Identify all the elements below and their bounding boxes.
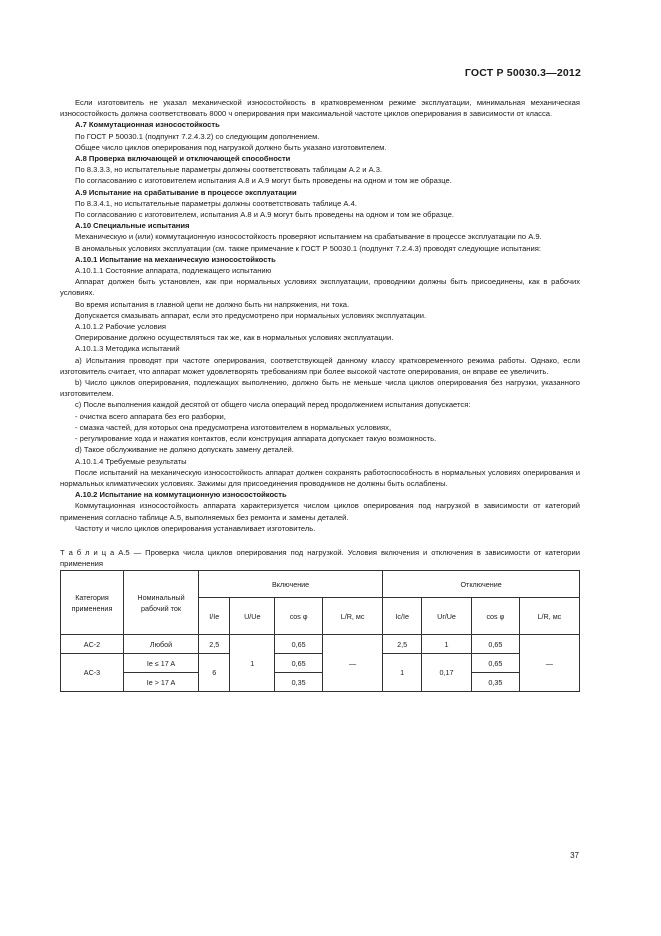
list-item: - регулирование хода и нажатия контактов, если конструкция аппарата допускает такую возможность. [75, 434, 437, 444]
paragraph: Во время испытания в главной цепи не должно быть ни напряжения, ни тока. [75, 299, 350, 309]
document-code: ГОСТ Р 50030.3—2012 [464, 67, 581, 79]
list-item: - очистка всего аппарата без его разборки, [75, 411, 226, 421]
paragraph: Аппарат должен быть установлен, как при нормальных условиях эксплуатации, проводники должны быть присоединены, как в рабочих условиях. [60, 277, 580, 298]
table-cell: 1 [230, 635, 275, 692]
col-make-lr: L/R, мс [323, 598, 383, 635]
table-cell: 0,17 [422, 654, 472, 692]
list-item: - смазка частей, для которых она предусмотрена изготовителем в нормальных условиях, [75, 422, 392, 432]
table-cell: 0,65 [471, 654, 519, 673]
break-group-header: Отключение [383, 571, 580, 598]
paragraph: b) Число циклов оперирования, подлежащих выполнению, должно быть не меньше числа циклов оперирования без нагрузки, указанного изготовителем. [60, 378, 580, 399]
col-break-u: Ur/Ue [422, 598, 472, 635]
table-cell: — [323, 635, 383, 692]
paragraph: В аномальных условиях эксплуатации (см. также примечание к ГОСТ Р 50030.1 (подпункт 7.2.4.3) проводят следующие испытания: [75, 243, 541, 253]
paragraph: Частоту и число циклов оперирования устанавливает изготовитель. [75, 523, 316, 533]
col-make-cos: cos φ [275, 598, 323, 635]
table-cell: Ie > 17 A [124, 673, 199, 692]
col-current-header: Номинальный рабочий ток [124, 571, 199, 635]
table-caption: Т а б л и ц а А.5 — Проверка числа циклов оперирования под нагрузкой. Условия включения и отключения в зависимости от категории применения [60, 547, 580, 569]
section-heading: А.10 Специальные испытания [75, 221, 190, 231]
paragraph: Оперирование должно осуществляться так же, как в нормальных условиях эксплуатации. [75, 333, 394, 343]
paragraph: А.10.1.3 Методика испытаний [75, 344, 180, 354]
table-cell: 0,35 [275, 673, 323, 692]
table-cell: 6 [199, 654, 230, 692]
paragraph: По согласованию с изготовителем, испытания А.8 и А.9 могут быть проведены на одном и том же образце. [75, 210, 454, 220]
col-make-i: I/Ie [199, 598, 230, 635]
paragraph: По 8.3.3.3, но испытательные параметры должны соответствовать таблицам А.2 и А.3. [75, 165, 383, 175]
subsection-heading: А.10.2 Испытание на коммутационную износостойкость [75, 490, 287, 500]
paragraph: Механическую и (или) коммутационную износостойкость проверяют испытанием на срабатывание в процессе эксплуатации по А.9. [75, 232, 542, 242]
subsection-heading: А.10.1 Испытание на механическую износостойкость [75, 254, 276, 264]
paragraph: По 8.3.4.1, но испытательные параметры должны соответствовать таблице А.4. [75, 198, 357, 208]
paragraph: c) После выполнения каждой десятой от общего числа операций перед продолжением испытания допускается: [75, 400, 471, 410]
paragraph: А.10.1.2 Рабочие условия [75, 322, 167, 332]
paragraph: А.10.1.1 Состояние аппарата, подлежащего испытанию [75, 266, 272, 276]
col-break-i: Ic/Ie [383, 598, 422, 635]
paragraph: Коммутационная износостойкость аппарата характеризуется числом циклов оперирования под нагрузкой в зависимости от категорий применения согласно таблице А.5, выполняемых без ремонта и замены деталей. [60, 501, 580, 522]
section-heading: А.9 Испытание на срабатывание в процессе эксплуатации [75, 187, 297, 197]
table-cell: Ie ≤ 17 A [124, 654, 199, 673]
paragraph: А.10.1.4 Требуемые результаты [75, 456, 187, 466]
paragraph: По согласованию с изготовителем испытания А.8 и А.9 могут быть проведены на одном и том же образце. [75, 176, 452, 186]
table-cell: Любой [124, 635, 199, 654]
paragraph: Если изготовитель не указал механической износостойкость в кратковременном режиме эксплуатации, минимальная механическая износостойкость должна соответствовать 8000 ч оперирования при максимальной частоте циклов оперирования в зависимости от класса. [60, 98, 580, 119]
table-cell: 2,5 [199, 635, 230, 654]
table-cell: 0,65 [275, 635, 323, 654]
table-cell: — [519, 635, 579, 692]
paragraph: a) Испытания проводят при частоте оперирования, соответствующей данному классу кратковременного режима работы. Однако, если изготовитель считает, что аппарат может удовлетворять требованиям при более высокой частоте оперирования, он вправе ее увеличить. [60, 355, 580, 376]
paragraph: Допускается смазывать аппарат, если это предусмотрено при нормальных условиях эксплуатации. [75, 310, 427, 320]
table-cell: 0,35 [471, 673, 519, 692]
paragraph: По ГОСТ Р 50030.1 (подпункт 7.2.4.3.2) со следующим дополнением. [75, 131, 320, 141]
table-cell: AC-3 [61, 654, 124, 692]
table-cell: 0,65 [471, 635, 519, 654]
table-cell: 1 [422, 635, 472, 654]
table-cell: 1 [383, 654, 422, 692]
page-number: 37 [570, 851, 579, 860]
paragraph: d) Такое обслуживание не должно допускать замену деталей. [75, 445, 294, 455]
paragraph: После испытаний на механическую износостойкость аппарат должен сохранять работоспособность в нормальных условиях оперирования и нормальных климатических условиях. Зажимы для присоединения проводников не должны быть ослаблены. [60, 467, 580, 488]
section-heading: А.7 Коммутационная износостойкость [75, 120, 220, 130]
test-conditions-table [60, 570, 580, 692]
table-cell: 0,65 [275, 654, 323, 673]
section-heading: А.8 Проверка включающей и отключающей способности [75, 154, 291, 164]
make-group-header: Включение [199, 571, 383, 598]
col-break-cos: cos φ [471, 598, 519, 635]
col-category-header: Категория применения [61, 571, 124, 635]
col-make-u: U/Ue [230, 598, 275, 635]
table-cell: 2,5 [383, 635, 422, 654]
col-break-lr: L/R, мс [519, 598, 579, 635]
page-body [60, 97, 580, 692]
paragraph: Общее число циклов оперирования под нагрузкой должно быть указано изготовителем. [75, 142, 387, 152]
table-cell: AC-2 [61, 635, 124, 654]
